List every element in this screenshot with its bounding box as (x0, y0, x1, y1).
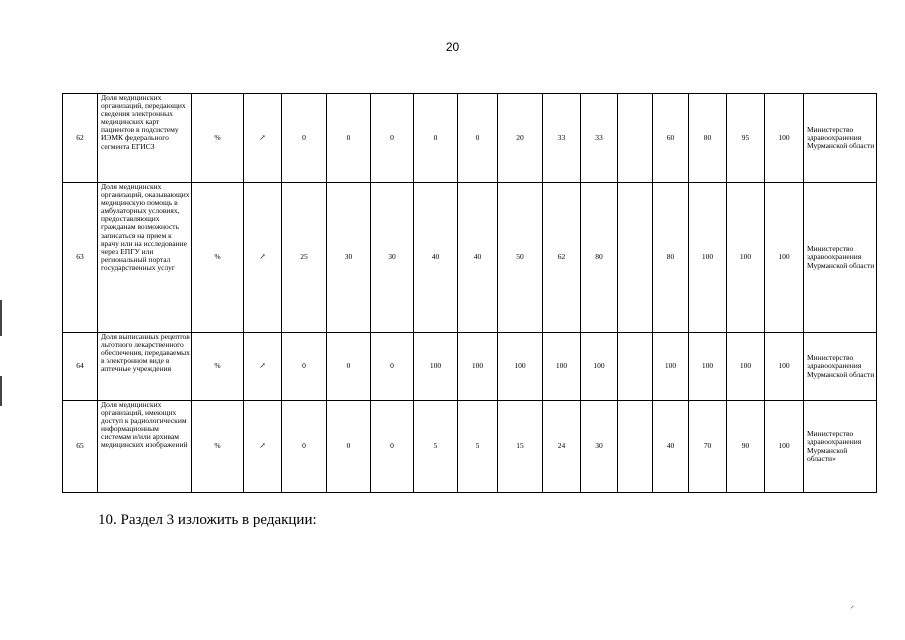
value-cell (618, 333, 653, 401)
value-cell (618, 94, 653, 183)
value-cell: 0 (327, 333, 371, 401)
table-row (63, 94, 877, 183)
value-cell: 0 (282, 333, 327, 401)
value-cell: 60 (653, 94, 689, 183)
value-cell: 0 (458, 94, 498, 183)
value-cell: 33 (581, 94, 618, 183)
table-row (63, 401, 877, 493)
trend-arrow-icon: ↗ (244, 333, 282, 401)
value-cell: 100 (689, 183, 727, 333)
row-number: 63 (63, 183, 98, 333)
page-number: 20 (445, 40, 460, 54)
value-cell: 95 (727, 94, 765, 183)
indicator-name: Доля медицинских организаций, передающих сведения электронных медицинских карт пациентов в подсистему ИЭМК федерального сегмента ЕГИСЗ (98, 94, 192, 183)
value-cell: 100 (727, 333, 765, 401)
value-cell: 24 (543, 401, 581, 493)
table-row (63, 333, 877, 401)
value-cell: 100 (765, 94, 804, 183)
responsible-org: Министерство здравоохранения Мурманской области (804, 333, 877, 401)
indicator-name: Доля выписанных рецептов льготного лекарственного обеспечения, передаваемых в электронном виде в аптечные учреждения (98, 333, 192, 401)
value-cell: 0 (327, 401, 371, 493)
scan-edge-mark-bottom (0, 376, 2, 406)
value-cell: 100 (581, 333, 618, 401)
table-row (63, 183, 877, 333)
row-number: 65 (63, 401, 98, 493)
trend-arrow-icon: ↗ (244, 183, 282, 333)
value-cell: 20 (498, 94, 543, 183)
responsible-org: Министерство здравоохранения Мурманской области» (804, 401, 877, 493)
value-cell: 100 (765, 333, 804, 401)
value-cell: 80 (653, 183, 689, 333)
trend-arrow-icon: ↗ (244, 401, 282, 493)
corner-mark: ⸝ (850, 601, 854, 610)
indicators-table (62, 93, 877, 493)
value-cell: 80 (689, 94, 727, 183)
value-cell: 5 (458, 401, 498, 493)
value-cell (618, 401, 653, 493)
value-cell: 100 (765, 401, 804, 493)
value-cell: 30 (371, 183, 414, 333)
value-cell: 40 (653, 401, 689, 493)
responsible-org: Министерство здравоохранения Мурманской области (804, 183, 877, 333)
value-cell (618, 183, 653, 333)
unit-cell: % (192, 401, 244, 493)
value-cell: 50 (498, 183, 543, 333)
unit-cell: % (192, 333, 244, 401)
value-cell: 0 (371, 94, 414, 183)
indicator-name: Доля медицинских организаций, имеющих доступ к радиологическим информационным системам и/или архивам медицинских изображений (98, 401, 192, 493)
value-cell: 100 (689, 333, 727, 401)
value-cell: 80 (581, 183, 618, 333)
value-cell: 100 (765, 183, 804, 333)
row-number: 62 (63, 94, 98, 183)
value-cell: 0 (327, 94, 371, 183)
value-cell: 100 (414, 333, 458, 401)
value-cell: 100 (498, 333, 543, 401)
value-cell: 0 (414, 94, 458, 183)
value-cell: 100 (653, 333, 689, 401)
unit-cell: % (192, 94, 244, 183)
value-cell: 100 (543, 333, 581, 401)
value-cell: 15 (498, 401, 543, 493)
value-cell: 33 (543, 94, 581, 183)
row-number: 64 (63, 333, 98, 401)
value-cell: 30 (327, 183, 371, 333)
value-cell: 30 (581, 401, 618, 493)
value-cell: 5 (414, 401, 458, 493)
value-cell: 40 (414, 183, 458, 333)
value-cell: 0 (282, 94, 327, 183)
unit-cell: % (192, 183, 244, 333)
value-cell: 62 (543, 183, 581, 333)
value-cell: 90 (727, 401, 765, 493)
indicator-name: Доля медицинских организаций, оказывающих медицинскую помощь в амбулаторных условиях, предоставляющих гражданам возможность записаться на прием к врачу или на исследование через ЕПГУ или региональный портал государственных услуг (98, 183, 192, 333)
value-cell: 40 (458, 183, 498, 333)
scan-edge-mark-top (0, 300, 2, 336)
value-cell: 25 (282, 183, 327, 333)
section-heading: 10. Раздел 3 изложить в редакции: (98, 512, 317, 528)
value-cell: 0 (371, 401, 414, 493)
value-cell: 100 (458, 333, 498, 401)
value-cell: 0 (282, 401, 327, 493)
value-cell: 70 (689, 401, 727, 493)
value-cell: 100 (727, 183, 765, 333)
responsible-org: Министерство здравоохранения Мурманской области (804, 94, 877, 183)
trend-arrow-icon: ↗ (244, 94, 282, 183)
value-cell: 0 (371, 333, 414, 401)
